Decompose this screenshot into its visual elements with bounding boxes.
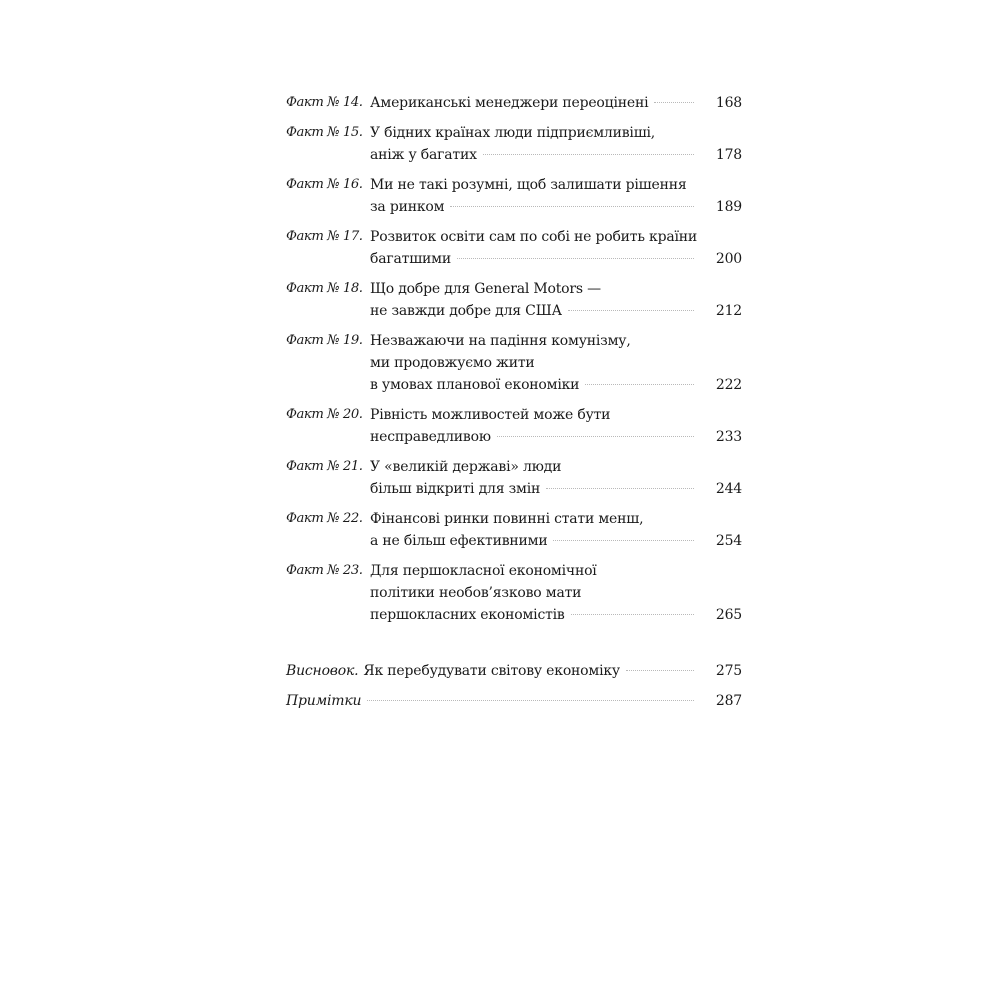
dot-leader bbox=[568, 310, 694, 311]
toc-entry-conclusion bbox=[286, 660, 742, 682]
entry-title-line: а не більш ефективними bbox=[370, 533, 548, 549]
entry-title-line: більш відкриті для змін bbox=[370, 481, 541, 497]
entry-title-line: Ми не такі розумні, щоб залишати рішення bbox=[370, 177, 687, 193]
toc-entry-fact-19 bbox=[286, 330, 742, 396]
toc-line bbox=[370, 248, 742, 270]
conclusion-label: Висновок. bbox=[286, 663, 359, 679]
dot-leader bbox=[585, 384, 694, 385]
dot-leader bbox=[571, 614, 694, 615]
toc-line bbox=[370, 352, 742, 374]
fact-number: Факт № 20. bbox=[286, 407, 363, 422]
fact-number: Факт № 15. bbox=[286, 125, 363, 140]
entry-title-line: політики необов’язково мати bbox=[370, 585, 582, 601]
page-number: 265 bbox=[715, 607, 742, 623]
entry-title-line: несправедливою bbox=[370, 429, 491, 445]
toc-line bbox=[370, 560, 742, 582]
dot-leader bbox=[497, 436, 694, 437]
conclusion-title: Як перебудувати світову економіку bbox=[363, 663, 620, 679]
dot-leader bbox=[483, 154, 694, 155]
notes-label: Примітки bbox=[286, 693, 362, 709]
dot-leader bbox=[457, 258, 694, 259]
fact-number: Факт № 22. bbox=[286, 511, 363, 526]
fact-number: Факт № 19. bbox=[286, 333, 363, 348]
entry-title-line: першокласних економістів bbox=[370, 607, 565, 623]
toc-entry-fact-14 bbox=[286, 92, 742, 114]
page-number: 212 bbox=[715, 303, 742, 319]
page-number: 287 bbox=[715, 693, 742, 709]
entry-title-line: Незважаючи на падіння комунізму, bbox=[370, 333, 631, 349]
toc-line bbox=[286, 660, 742, 682]
fact-number: Факт № 14. bbox=[286, 95, 363, 110]
page-number: 233 bbox=[715, 429, 742, 445]
toc-line bbox=[370, 278, 742, 300]
entry-title-line: Для першокласної економічної bbox=[370, 563, 597, 579]
toc-entry-fact-16 bbox=[286, 174, 742, 218]
toc-entry-fact-22 bbox=[286, 508, 742, 552]
entry-title-line: за ринком bbox=[370, 199, 445, 215]
page-number: 178 bbox=[715, 147, 742, 163]
fact-number: Факт № 23. bbox=[286, 563, 363, 578]
table-of-contents bbox=[286, 92, 742, 720]
page-number: 275 bbox=[715, 663, 742, 679]
dot-leader bbox=[553, 540, 694, 541]
toc-entry-fact-17 bbox=[286, 226, 742, 270]
section-gap bbox=[286, 634, 742, 660]
toc-line bbox=[370, 122, 742, 144]
page-number: 254 bbox=[715, 533, 742, 549]
entry-title-line: Рівність можливостей може бути bbox=[370, 407, 611, 423]
toc-line bbox=[370, 508, 742, 530]
fact-number: Факт № 21. bbox=[286, 459, 363, 474]
toc-line bbox=[370, 330, 742, 352]
toc-line bbox=[370, 196, 742, 218]
toc-line bbox=[370, 92, 742, 114]
entry-title-line: Фінансові ринки повинні стати менш, bbox=[370, 511, 644, 527]
toc-entry-fact-20 bbox=[286, 404, 742, 448]
entry-title-line: ми продовжуємо жити bbox=[370, 355, 535, 371]
toc-line bbox=[286, 690, 742, 712]
entry-title-line: Американські менеджери переоцінені bbox=[370, 95, 649, 111]
toc-line bbox=[370, 144, 742, 166]
dot-leader bbox=[450, 206, 694, 207]
toc-entry-fact-18 bbox=[286, 278, 742, 322]
toc-line bbox=[370, 226, 742, 248]
entry-title-line: аніж у багатих bbox=[370, 147, 477, 163]
entry-title-line: У бідних країнах люди підприємливіші, bbox=[370, 125, 656, 141]
toc-line bbox=[370, 582, 742, 604]
toc-entry-fact-21 bbox=[286, 456, 742, 500]
entry-title-line: багатшими bbox=[370, 251, 451, 267]
page-number: 244 bbox=[715, 481, 742, 497]
page-number: 168 bbox=[715, 95, 742, 111]
entry-title-line: У «великій державі» люди bbox=[370, 459, 562, 475]
toc-entry-fact-15 bbox=[286, 122, 742, 166]
dot-leader bbox=[546, 488, 694, 489]
page-number: 222 bbox=[715, 377, 742, 393]
toc-entry-notes bbox=[286, 690, 742, 712]
entry-title-line: Що добре для General Motors — bbox=[370, 281, 601, 297]
page-number: 189 bbox=[715, 199, 742, 215]
entry-title-line: Розвиток освіти сам по собі не робить країни bbox=[370, 229, 698, 245]
entry-title-line: в умовах планової економіки bbox=[370, 377, 580, 393]
dot-leader bbox=[367, 700, 694, 701]
toc-line bbox=[370, 300, 742, 322]
toc-line bbox=[370, 530, 742, 552]
fact-number: Факт № 18. bbox=[286, 281, 363, 296]
dot-leader bbox=[654, 102, 694, 103]
toc-line bbox=[370, 404, 742, 426]
toc-line bbox=[370, 456, 742, 478]
fact-number: Факт № 17. bbox=[286, 229, 363, 244]
entry-title-line: не завжди добре для США bbox=[370, 303, 562, 319]
toc-line bbox=[370, 426, 742, 448]
page-number: 200 bbox=[715, 251, 742, 267]
dot-leader bbox=[626, 670, 694, 671]
toc-line bbox=[370, 604, 742, 626]
fact-number: Факт № 16. bbox=[286, 177, 363, 192]
toc-line bbox=[370, 478, 742, 500]
toc-entry-fact-23 bbox=[286, 560, 742, 626]
toc-line bbox=[370, 374, 742, 396]
toc-line bbox=[370, 174, 742, 196]
